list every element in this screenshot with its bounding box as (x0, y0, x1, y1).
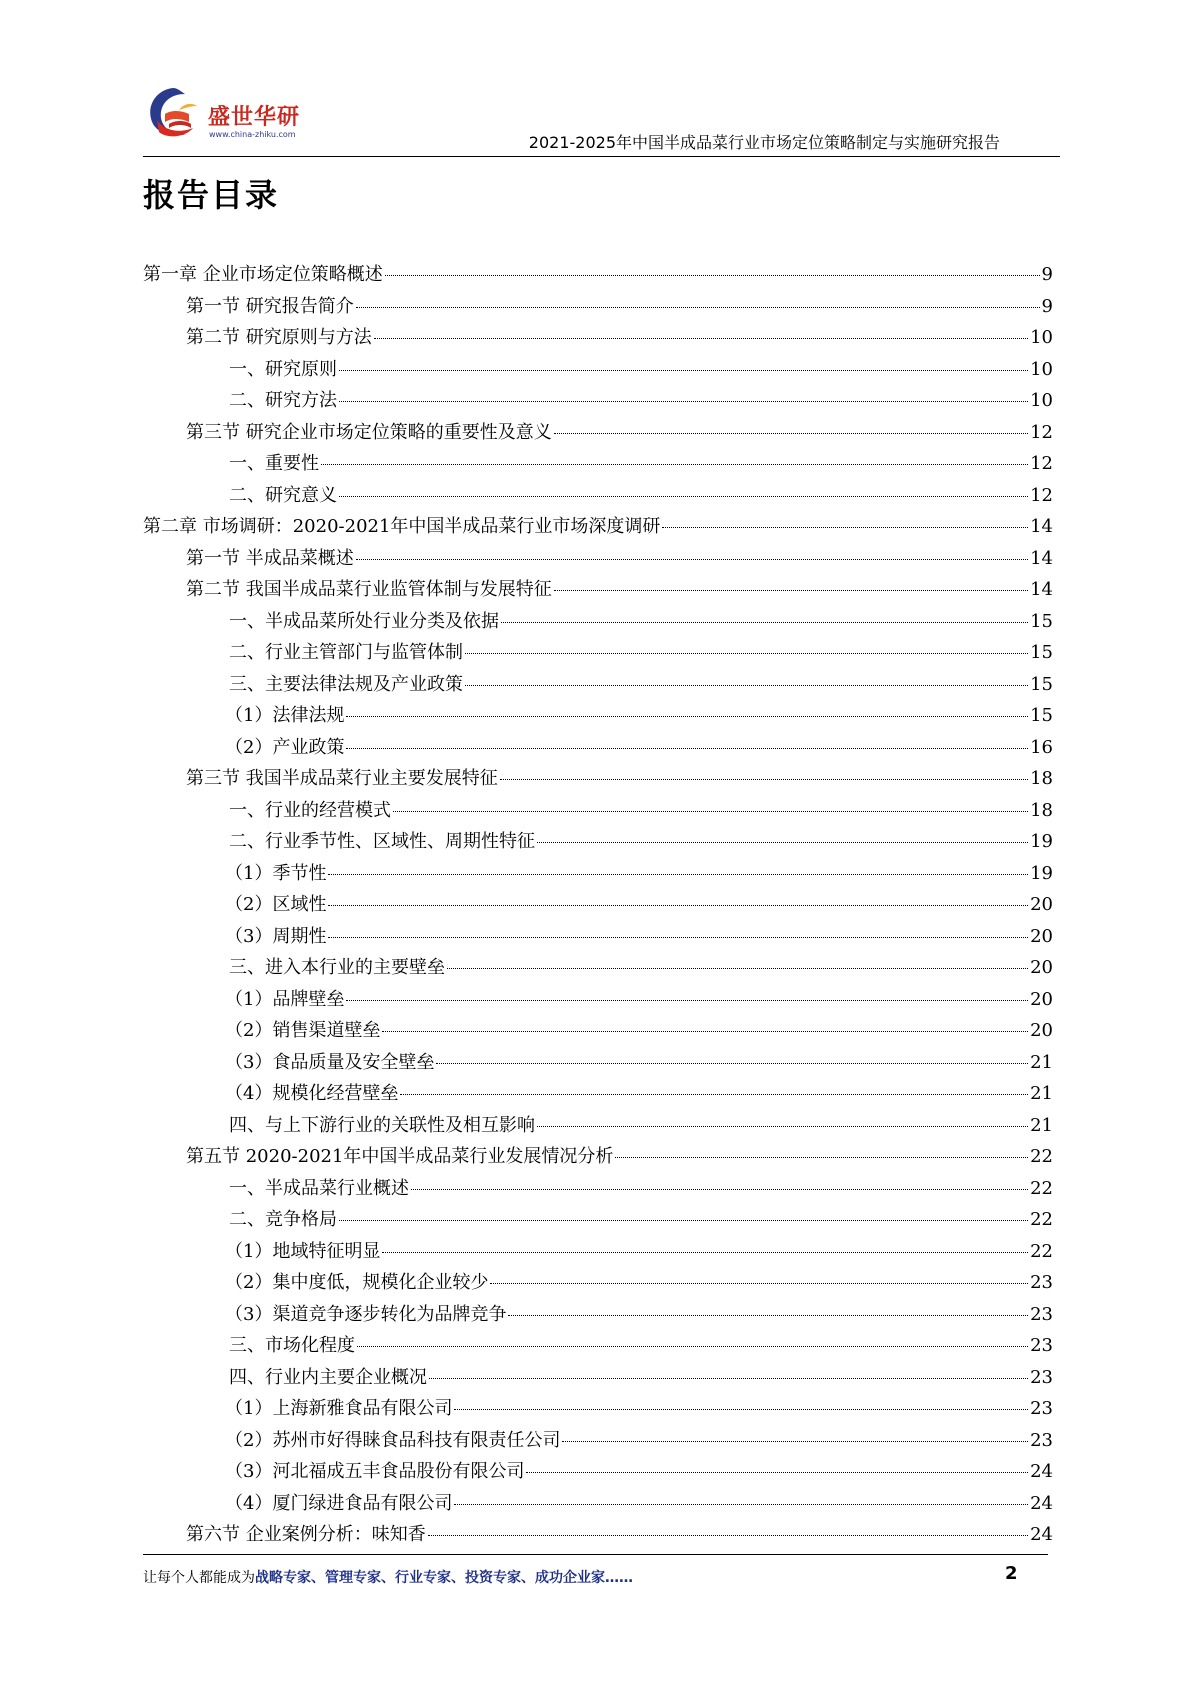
toc-entry-title: 第二章 市场调研：2020-2021年中国半成品菜行业市场深度调研 (143, 516, 661, 537)
toc-entry[interactable] (143, 292, 1053, 324)
toc-entry-page: 24 (1030, 1461, 1053, 1482)
toc-entry-title: 第一节 研究报告简介 (186, 295, 354, 317)
toc-entry-page: 15 (1030, 673, 1053, 695)
toc-entry-title: （1）上海新雅食品有限公司 (225, 1398, 453, 1419)
toc-entry-title: （1）季节性 (225, 862, 327, 884)
toc-entry-page: 9 (1041, 264, 1053, 285)
toc-entry-page: 22 (1030, 1177, 1053, 1199)
toc-entry-page: 20 (1030, 894, 1053, 915)
toc-entry-page: 20 (1030, 957, 1053, 978)
toc-leader-dots (554, 590, 1028, 591)
toc-entry[interactable] (143, 355, 1053, 387)
toc-entry-title: 四、与上下游行业的关联性及相互影响 (229, 1114, 535, 1136)
toc-entry-title: （2）苏州市好得睐食品科技有限责任公司 (225, 1429, 561, 1451)
toc-entry[interactable] (143, 1394, 1053, 1426)
toc-entry-title: 第一节 半成品菜概述 (186, 547, 354, 569)
toc-entry-page: 21 (1030, 1114, 1053, 1136)
toc-entry[interactable] (143, 827, 1053, 859)
toc-entry[interactable] (143, 1520, 1053, 1552)
toc-entry-page: 24 (1030, 1524, 1053, 1545)
toc-leader-dots (537, 1126, 1028, 1127)
toc-leader-dots (554, 433, 1028, 434)
toc-leader-dots (500, 779, 1028, 780)
toc-leader-dots (508, 1315, 1028, 1316)
toc-leader-dots (429, 1378, 1028, 1379)
toc-entry[interactable] (143, 764, 1053, 796)
toc-leader-dots (346, 748, 1028, 749)
toc-entry-title: （1）品牌壁垒 (225, 988, 345, 1010)
toc-entry[interactable] (143, 1426, 1053, 1458)
toc-entry[interactable] (143, 1079, 1053, 1111)
toc-leader-dots (339, 496, 1028, 497)
toc-entry-page: 15 (1030, 705, 1053, 726)
page-header (143, 80, 1060, 158)
toc-entry[interactable] (143, 1489, 1053, 1521)
toc-entry-page: 23 (1030, 1429, 1053, 1451)
footer-slogan (143, 1567, 633, 1587)
toc-entry-page: 12 (1030, 421, 1053, 443)
toc-entry[interactable] (143, 1016, 1053, 1048)
toc-entry-page: 14 (1030, 579, 1053, 600)
toc-entry-page: 10 (1030, 327, 1053, 348)
toc-entry-page: 23 (1030, 1303, 1053, 1325)
toc-entry-page: 23 (1030, 1272, 1053, 1293)
toc-entry-title: 一、研究原则 (229, 358, 337, 380)
toc-entry-page: 20 (1030, 988, 1053, 1010)
toc-entry[interactable] (143, 985, 1053, 1017)
toc-entry-page: 14 (1030, 547, 1053, 569)
toc-leader-dots (454, 1504, 1028, 1505)
toc-leader-dots (436, 1063, 1028, 1064)
toc-entry-page: 12 (1030, 484, 1053, 506)
toc-heading: 报告目录 (143, 176, 280, 214)
toc-entry-title: 二、研究意义 (229, 484, 337, 506)
toc-leader-dots (328, 874, 1028, 875)
toc-entry-title: 第三节 我国半成品菜行业主要发展特征 (186, 768, 498, 789)
toc-entry[interactable] (143, 1048, 1053, 1080)
toc-entry-title: （2）区域性 (225, 894, 327, 915)
company-logo (143, 80, 313, 146)
toc-entry[interactable] (143, 1457, 1053, 1489)
toc-leader-dots (393, 811, 1028, 812)
toc-entry[interactable] (143, 386, 1053, 418)
report-title: 2021-2025年中国半成品菜行业市场定位策略制定与实施研究报告 (528, 133, 1000, 152)
toc-entry-title: 一、半成品菜所处行业分类及依据 (229, 610, 499, 632)
toc-entry[interactable] (143, 260, 1053, 292)
toc-entry-page: 10 (1030, 358, 1053, 380)
toc-entry-page: 15 (1030, 642, 1053, 663)
logo-swirl-icon (143, 80, 213, 146)
toc-leader-dots (400, 1094, 1028, 1095)
toc-entry-page: 10 (1030, 390, 1053, 411)
toc-entry-title: （3）食品质量及安全壁垒 (225, 1051, 435, 1073)
logo-name: 盛世华研 (208, 105, 301, 130)
toc-entry[interactable] (143, 544, 1053, 576)
toc-leader-dots (382, 1031, 1028, 1032)
toc-entry[interactable] (143, 1237, 1053, 1269)
toc-entry-page: 22 (1030, 1146, 1053, 1167)
footer-divider (143, 1554, 1048, 1555)
toc-entry-title: 第五节 2020-2021年中国半成品菜行业发展情况分析 (186, 1146, 614, 1167)
toc-leader-dots (382, 1252, 1028, 1253)
toc-entry-title: 一、行业的经营模式 (229, 799, 391, 821)
toc-entry-title: （3）渠道竞争逐步转化为品牌竞争 (225, 1303, 507, 1325)
toc-entry-title: 第六节 企业案例分析：味知香 (186, 1524, 426, 1545)
toc-entry-title: 一、半成品菜行业概述 (229, 1177, 409, 1199)
toc-entry-page: 12 (1030, 453, 1053, 474)
toc-entry-page: 14 (1030, 516, 1053, 537)
toc-entry-title: （4）厦门绿进食品有限公司 (225, 1492, 453, 1514)
toc-leader-dots (411, 1189, 1028, 1190)
toc-entry[interactable] (143, 859, 1053, 891)
toc-entry-page: 9 (1041, 295, 1053, 317)
toc-entry-title: 三、主要法律法规及产业政策 (229, 673, 463, 695)
slogan-highlight: 战略专家、管理专家、行业专家、投资专家、成功企业家…… (255, 1570, 633, 1586)
toc-leader-dots (537, 842, 1028, 843)
toc-entry-title: （3）河北福成五丰食品股份有限公司 (225, 1461, 525, 1482)
toc-entry-page: 22 (1030, 1240, 1053, 1262)
toc-entry[interactable] (143, 701, 1053, 733)
toc-entry-page: 22 (1030, 1209, 1053, 1230)
logo-url: www.china-zhiku.com (209, 130, 296, 139)
toc-entry-page: 15 (1030, 610, 1053, 632)
toc-entry[interactable] (143, 1111, 1053, 1143)
toc-leader-dots (328, 937, 1028, 938)
toc-leader-dots (346, 716, 1028, 717)
toc-leader-dots (526, 1472, 1028, 1473)
toc-leader-dots (501, 622, 1028, 623)
toc-leader-dots (339, 1220, 1028, 1221)
toc-entry[interactable] (143, 638, 1053, 670)
slogan-prefix: 让每个人都能成为 (143, 1570, 255, 1586)
toc-entry[interactable] (143, 1331, 1053, 1363)
toc-entry-page: 19 (1030, 831, 1053, 852)
toc-entry-title: 二、竞争格局 (229, 1209, 337, 1230)
toc-entry-title: 三、进入本行业的主要壁垒 (229, 957, 445, 978)
toc-leader-dots (454, 1409, 1028, 1410)
toc-entry-title: 四、行业内主要企业概况 (229, 1366, 427, 1388)
toc-entry-title: 一、重要性 (229, 453, 319, 474)
toc-entry-title: （2）集中度低，规模化企业较少 (225, 1272, 489, 1293)
toc-entry[interactable] (143, 670, 1053, 702)
toc-entry[interactable] (143, 418, 1053, 450)
toc-leader-dots (428, 1535, 1028, 1536)
toc-entry-title: （1）法律法规 (225, 705, 345, 726)
toc-entry[interactable] (143, 953, 1053, 985)
toc-entry[interactable] (143, 796, 1053, 828)
toc-entry[interactable] (143, 890, 1053, 922)
toc-entry-page: 23 (1030, 1366, 1053, 1388)
toc-entry[interactable] (143, 922, 1053, 954)
toc-entry[interactable] (143, 449, 1053, 481)
toc-leader-dots (662, 527, 1028, 528)
toc-entry-page: 18 (1030, 768, 1053, 789)
toc-entry[interactable] (143, 1300, 1053, 1332)
toc-leader-dots (356, 307, 1040, 308)
toc-entry-page: 19 (1030, 862, 1053, 884)
toc-entry-title: 二、行业季节性、区域性、周期性特征 (229, 831, 535, 852)
table-of-contents (143, 260, 1053, 1552)
toc-leader-dots (465, 685, 1028, 686)
header-divider (143, 156, 1060, 157)
toc-entry[interactable] (143, 1174, 1053, 1206)
toc-entry-page: 20 (1030, 925, 1053, 947)
toc-entry-page: 23 (1030, 1335, 1053, 1356)
toc-leader-dots (346, 1000, 1028, 1001)
toc-leader-dots (356, 559, 1028, 560)
toc-entry-title: 第一章 企业市场定位策略概述 (143, 264, 383, 285)
toc-entry-page: 24 (1030, 1492, 1053, 1514)
toc-leader-dots (447, 968, 1028, 969)
toc-entry-title: 第三节 研究企业市场定位策略的重要性及意义 (186, 421, 552, 443)
toc-entry[interactable] (143, 1363, 1053, 1395)
toc-leader-dots (339, 401, 1028, 402)
toc-entry[interactable] (143, 1205, 1053, 1237)
toc-entry-page: 21 (1030, 1083, 1053, 1104)
toc-entry[interactable] (143, 1268, 1053, 1300)
toc-leader-dots (615, 1157, 1028, 1158)
toc-leader-dots (339, 370, 1028, 371)
toc-entry-title: （2）销售渠道壁垒 (225, 1020, 381, 1041)
toc-entry-title: （3）周期性 (225, 925, 327, 947)
toc-leader-dots (357, 1346, 1028, 1347)
toc-entry-page: 23 (1030, 1398, 1053, 1419)
toc-leader-dots (374, 338, 1028, 339)
toc-entry-title: 二、研究方法 (229, 390, 337, 411)
toc-entry-title: 二、行业主管部门与监管体制 (229, 642, 463, 663)
toc-leader-dots (385, 275, 1040, 276)
toc-entry-page: 21 (1030, 1051, 1053, 1073)
toc-leader-dots (562, 1441, 1028, 1442)
toc-entry-title: 第二节 研究原则与方法 (186, 327, 372, 348)
page-number: 2 (1005, 1563, 1018, 1584)
toc-entry-page: 18 (1030, 799, 1053, 821)
toc-entry-title: 第二节 我国半成品菜行业监管体制与发展特征 (186, 579, 552, 600)
toc-entry[interactable] (143, 512, 1053, 544)
toc-entry[interactable] (143, 607, 1053, 639)
toc-entry[interactable] (143, 1142, 1053, 1174)
toc-entry-page: 20 (1030, 1020, 1053, 1041)
toc-leader-dots (328, 905, 1028, 906)
toc-entry[interactable] (143, 481, 1053, 513)
toc-entry[interactable] (143, 733, 1053, 765)
toc-entry[interactable] (143, 575, 1053, 607)
toc-leader-dots (321, 464, 1028, 465)
toc-entry-title: （4）规模化经营壁垒 (225, 1083, 399, 1104)
toc-entry-title: （2）产业政策 (225, 736, 345, 758)
toc-leader-dots (490, 1283, 1028, 1284)
toc-entry[interactable] (143, 323, 1053, 355)
toc-entry-title: （1）地域特征明显 (225, 1240, 381, 1262)
toc-entry-title: 三、市场化程度 (229, 1335, 355, 1356)
toc-leader-dots (465, 653, 1028, 654)
toc-entry-page: 16 (1030, 736, 1053, 758)
